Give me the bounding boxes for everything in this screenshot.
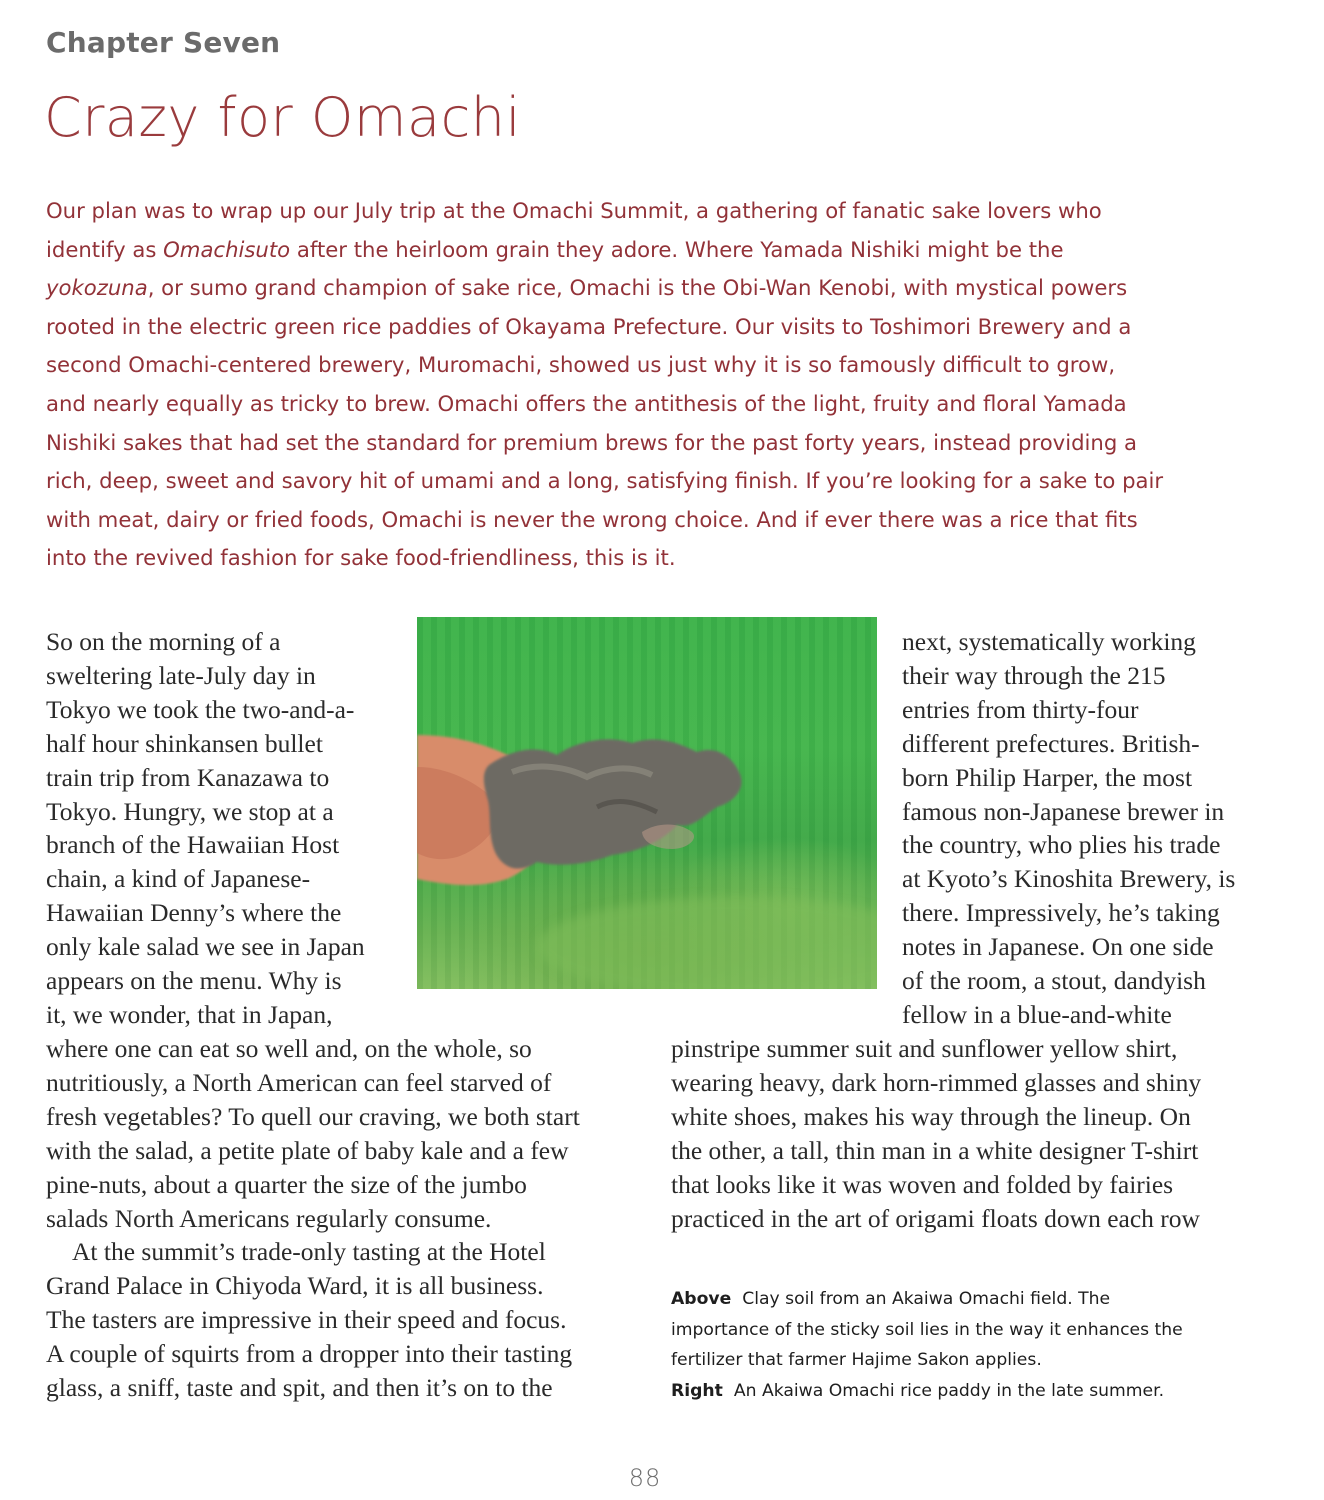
caption-label-above: Above: [671, 1289, 732, 1309]
body-line: it, we wonder, that in Japan,: [46, 999, 333, 1029]
body-line: wearing heavy, dark horn-rimmed glasses and shiny: [671, 1067, 1202, 1097]
photo-caption: [671, 1284, 1271, 1406]
body-line: glass, a sniff, taste and spit, and then it’s on to the: [46, 1373, 553, 1403]
body-line: the other, a tall, thin man in a white designer T-shirt: [671, 1135, 1199, 1165]
body-line: practiced in the art of origami floats down each row: [671, 1203, 1200, 1233]
clay-soil-photo: [417, 617, 877, 989]
intro-line: [46, 231, 1246, 270]
body-line: at Kyoto’s Kinoshita Brewery, is: [902, 864, 1236, 894]
body-line: Tokyo. Hungry, we stop at a: [46, 796, 334, 826]
body-line: only kale salad we see in Japan: [46, 932, 365, 962]
body-line: notes in Japanese. On one side: [902, 932, 1214, 962]
intro-text: Our plan was to wrap up our July trip at the Omachi Summit, a gathering of fanatic sake lovers who: [46, 198, 1102, 223]
intro-paragraph: [46, 192, 1246, 578]
caption-line: importance of the sticky soil lies in the way it enhances the: [671, 1319, 1183, 1340]
body-line: famous non-Japanese brewer in: [902, 796, 1225, 826]
body-line: Grand Palace in Chiyoda Ward, it is all business.: [46, 1271, 544, 1301]
intro-text: with meat, dairy or fried foods, Omachi is never the wrong choice. And if ever there was a rice that fits: [46, 506, 1138, 532]
body-line: half hour shinkansen bullet: [46, 728, 323, 758]
body-line: branch of the Hawaiian Host: [46, 830, 340, 860]
photo-foreground-blur: [537, 897, 877, 989]
intro-line: [46, 192, 1246, 231]
body-line: pinstripe summer suit and sunflower yellow shirt,: [671, 1034, 1178, 1063]
body-line: with the salad, a petite plate of baby kale and a few: [46, 1135, 569, 1165]
body-line: appears on the menu. Why is: [46, 966, 342, 996]
body-line: next, systematically working: [902, 627, 1196, 656]
intro-text: rich, deep, sweet and savory hit of umami and a long, satisfying finish. If you’re looking for a sake to pair: [46, 468, 1164, 494]
body-line: pine-nuts, about a quarter the size of the jumbo: [46, 1169, 527, 1199]
intro-text: after the heirloom grain they adore. Where Yamada Nishiki might be the: [290, 236, 1064, 262]
body-line: nutritiously, a North American can feel starved of: [46, 1067, 552, 1097]
intro-text: rooted in the electric green rice paddies of Okayama Prefecture. Our visits to Toshimori Brewery and a: [46, 313, 1132, 339]
caption-label-right: Right: [671, 1380, 723, 1401]
body-column-left-bottom: [46, 1032, 580, 1405]
body-line: train trip from Kanazawa to: [46, 762, 330, 792]
body-line: sweltering late-July day in: [46, 660, 316, 690]
body-column-left-top: [46, 625, 365, 1032]
body-line: where one can eat so well and, on the whole, so: [46, 1034, 532, 1063]
body-line: A couple of squirts from a dropper into their tasting: [46, 1339, 573, 1369]
hand-with-clay-illustration: [417, 617, 877, 989]
chapter-label: Chapter Seven: [46, 26, 281, 59]
body-line: Hawaiian Denny’s where the: [46, 898, 342, 928]
intro-line: [46, 385, 1246, 424]
intro-text: into the revived fashion for sake food-friendliness, this is it.: [46, 545, 676, 571]
body-column-right-top: [902, 625, 1235, 1032]
body-line: fellow in a blue-and-white: [902, 999, 1172, 1029]
caption-line: fertilizer that farmer Hajime Sakon applies.: [671, 1350, 1042, 1370]
caption-line: [671, 1376, 1271, 1407]
intro-italic-term: yokozuna: [46, 275, 148, 301]
intro-line: [46, 308, 1246, 347]
intro-line: [46, 424, 1246, 463]
body-line: fresh vegetables? To quell our craving, we both start: [46, 1101, 580, 1131]
body-line-paragraph-start: At the summit’s trade-only tasting at the Hotel: [72, 1237, 546, 1267]
intro-text: and nearly equally as tricky to brew. Omachi offers the antithesis of the light, fruity and floral Yamada: [46, 390, 1127, 416]
intro-line: [46, 462, 1246, 501]
thumb-under-clay: [642, 825, 694, 850]
caption-line: [671, 1284, 1271, 1315]
body-line: different prefectures. British-: [902, 728, 1200, 758]
intro-text: Nishiki sakes that had set the standard for premium brews for the past forty years, instead providing a: [46, 429, 1138, 455]
body-line: Tokyo we took the two-and-a-: [46, 694, 355, 724]
intro-line: [46, 269, 1246, 308]
body-column-right-bottom: [671, 1032, 1201, 1235]
caption-text: An Akaiwa Omachi rice paddy in the late summer.: [733, 1380, 1165, 1401]
body-line: chain, a kind of Japanese-: [46, 864, 311, 894]
body-line: born Philip Harper, the most: [902, 762, 1193, 792]
body-line: that looks like it was woven and folded by fairies: [671, 1169, 1174, 1199]
page-number: 88: [628, 1464, 662, 1492]
body-line: The tasters are impressive in their speed and focus.: [46, 1305, 567, 1335]
body-line: entries from thirty-four: [902, 694, 1139, 724]
intro-text: second Omachi-centered brewery, Muromachi, showed us just why it is so famously difficult to grow,: [46, 352, 1116, 378]
body-line: the country, who plies his trade: [902, 830, 1221, 860]
intro-text: identify as: [46, 236, 164, 262]
body-line: there. Impressively, he’s taking: [902, 898, 1220, 928]
intro-line: [46, 346, 1246, 385]
body-line: of the room, a stout, dandyish: [902, 966, 1206, 996]
intro-text: , or sumo grand champion of sake rice, Omachi is the Obi-Wan Kenobi, with mystical powers: [147, 275, 1128, 301]
body-line: their way through the 215: [902, 660, 1166, 690]
intro-italic-term: Omachisuto: [163, 236, 291, 262]
body-line: white shoes, makes his way through the lineup. On: [671, 1101, 1191, 1131]
body-line: So on the morning of a: [46, 627, 281, 656]
intro-line: [46, 501, 1246, 540]
body-line: salads North Americans regularly consume.: [46, 1203, 492, 1233]
chapter-title: Crazy for Omachi: [44, 86, 521, 149]
caption-text: Clay soil from an Akaiwa Omachi field. The: [742, 1289, 1111, 1309]
intro-line: [46, 539, 1246, 578]
